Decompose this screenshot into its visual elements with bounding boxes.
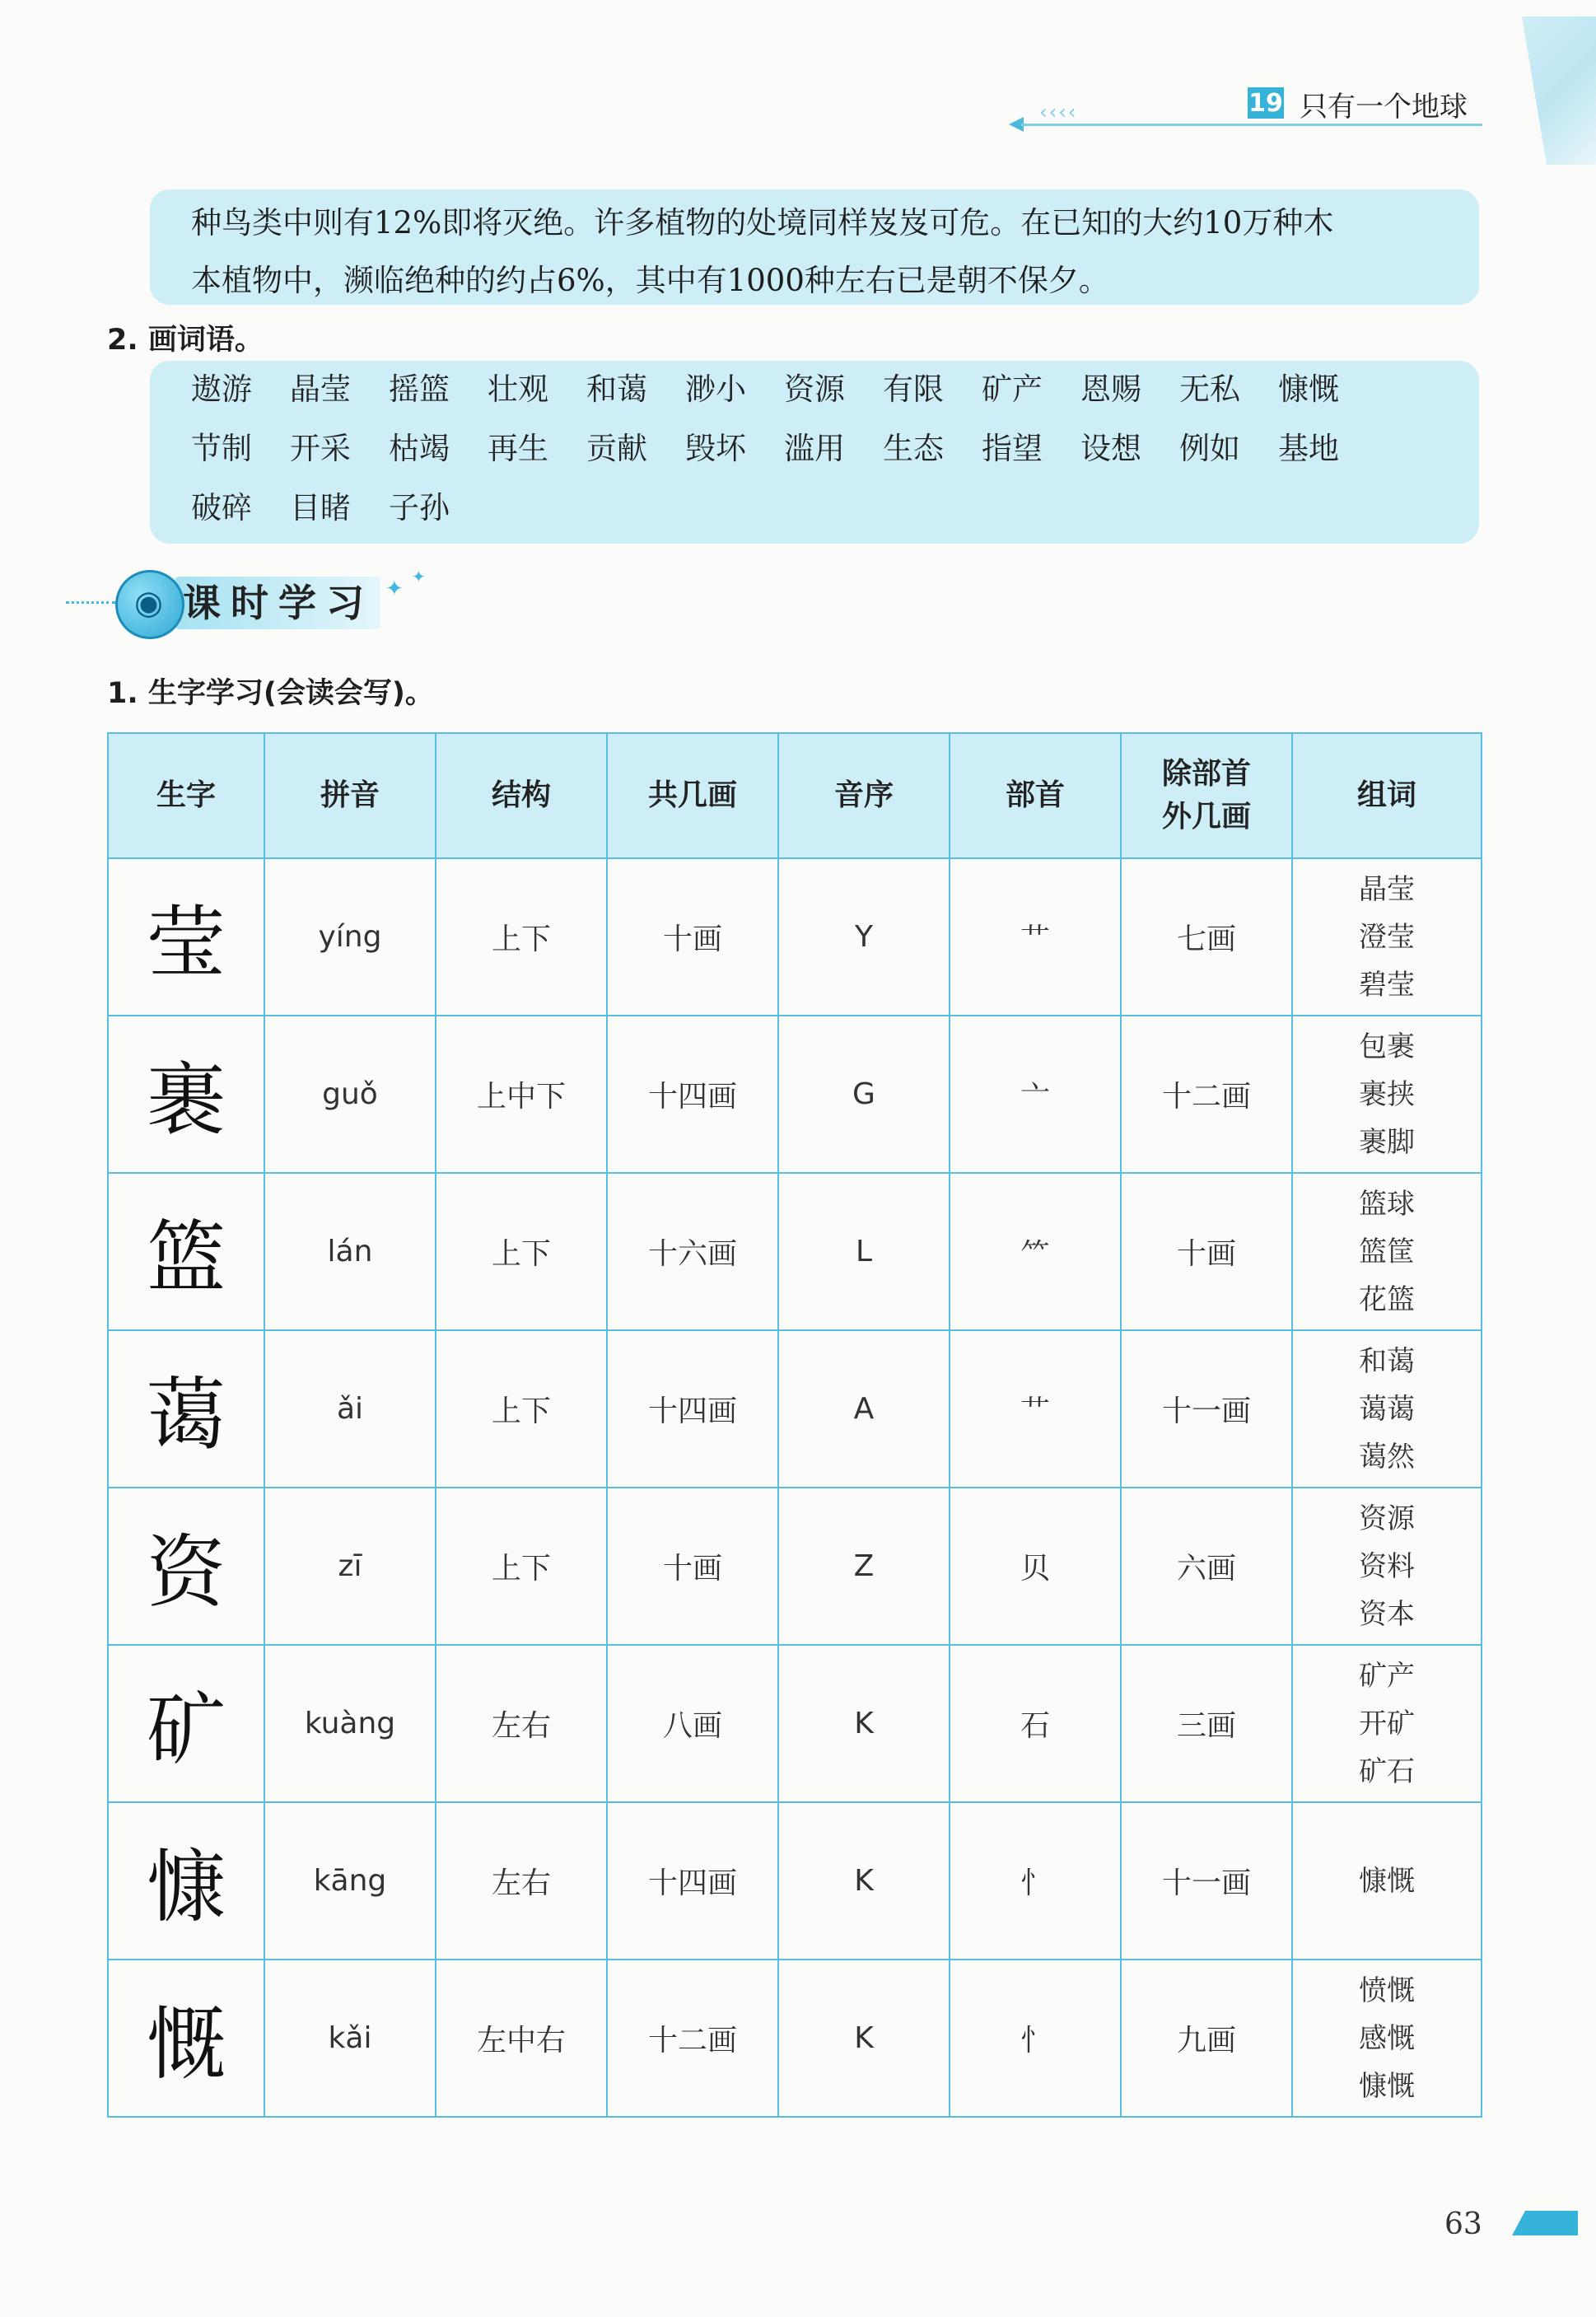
word-item: 摇篮: [389, 371, 450, 407]
pinyin-cell: kuàng: [264, 1645, 436, 1802]
table-row: [108, 1645, 1482, 1802]
section-1-label: 1. 生字学习(会读会写)。: [107, 677, 434, 710]
header-chevrons: ‹‹‹‹: [1039, 100, 1078, 124]
word-item: 破碎: [191, 490, 252, 526]
remaining-strokes-cell: 十一画: [1121, 1330, 1292, 1488]
word-group-item: 慷慨: [1359, 1864, 1415, 1898]
lesson-number-badge: 19: [1248, 88, 1283, 118]
radical-cell: 贝: [950, 1488, 1121, 1645]
word-item: 贡献: [586, 431, 647, 466]
pinyin-cell: ǎi: [264, 1330, 436, 1488]
table-row: [108, 1330, 1482, 1488]
word-item: 开采: [290, 431, 351, 466]
character-cell: 裹: [108, 1016, 264, 1173]
word-group-item: 愤慨: [1359, 1974, 1415, 2007]
stroke-count-cell: 八画: [607, 1645, 778, 1802]
character-cell: 篮: [108, 1173, 264, 1330]
remaining-strokes-cell: 十一画: [1121, 1802, 1292, 1960]
word-group-item: 晶莹: [1359, 872, 1415, 906]
structure-cell: 上中下: [436, 1016, 607, 1173]
radical-cell: 石: [950, 1645, 1121, 1802]
character-table: [107, 732, 1482, 2118]
word-item: 资源: [784, 371, 845, 407]
radical-cell: ⺮: [950, 1173, 1121, 1330]
table-header-row: [108, 733, 1482, 858]
word-group-item: 碧莹: [1359, 968, 1415, 1002]
radical-cell: 艹: [950, 858, 1121, 1016]
word-group-cell: [1292, 1488, 1482, 1645]
pinyin-index-cell: Y: [778, 858, 950, 1016]
word-group-item: 篮筐: [1359, 1235, 1415, 1268]
character-cell: 慨: [108, 1960, 264, 2117]
remaining-strokes-cell: 十二画: [1121, 1016, 1292, 1173]
remaining-strokes-cell: 十画: [1121, 1173, 1292, 1330]
word-item: 例如: [1179, 431, 1240, 466]
word-group-item: 资源: [1359, 1502, 1415, 1535]
word-group-cell: [1292, 1016, 1482, 1173]
pinyin-cell: kǎi: [264, 1960, 436, 2117]
table-row: [108, 1016, 1482, 1173]
word-item: 慷慨: [1278, 371, 1339, 407]
remaining-strokes-cell: 九画: [1121, 1960, 1292, 2117]
page-number: 63: [1444, 2207, 1482, 2241]
structure-cell: 上下: [436, 1488, 607, 1645]
word-item: 指望: [982, 431, 1043, 466]
character-cell: 蔼: [108, 1330, 264, 1488]
word-item: 无私: [1179, 371, 1240, 407]
word-item: 再生: [488, 431, 548, 466]
structure-cell: 左右: [436, 1645, 607, 1802]
word-group-cell: [1292, 1330, 1482, 1488]
word-item: 晶莹: [290, 371, 351, 407]
globe-icon: ◉: [115, 570, 184, 639]
stroke-count-cell: 十四画: [607, 1802, 778, 1960]
stroke-count-cell: 十画: [607, 858, 778, 1016]
pinyin-cell: yíng: [264, 858, 436, 1016]
word-group-item: 资本: [1359, 1597, 1415, 1631]
table-row: [108, 1173, 1482, 1330]
word-item: 子孙: [389, 490, 450, 526]
banner-title: 课时学习: [183, 581, 374, 625]
character-cell: 矿: [108, 1645, 264, 1802]
pinyin-index-cell: A: [778, 1330, 950, 1488]
banner-dots: [66, 601, 115, 605]
word-list: [191, 369, 1459, 529]
column-header: 拼音: [264, 733, 436, 858]
column-header: 结构: [436, 733, 607, 858]
column-header: 除部首 外几画: [1121, 733, 1292, 858]
stroke-count-cell: 十六画: [607, 1173, 778, 1330]
word-group-item: 花篮: [1359, 1282, 1415, 1316]
word-item: 毁坏: [685, 431, 746, 466]
word-group-item: 蔼然: [1359, 1440, 1415, 1474]
pinyin-index-cell: K: [778, 1960, 950, 2117]
word-item: 恩赐: [1080, 371, 1141, 407]
table-row: [108, 1960, 1482, 2117]
paragraph-line-2: 本植物中，濒临绝种的约占6%，其中有1000种左右已是朝不保夕。: [191, 263, 1109, 298]
structure-cell: 上下: [436, 858, 607, 1016]
radical-cell: 艹: [950, 1330, 1121, 1488]
word-item: 遨游: [191, 371, 252, 407]
remaining-strokes-cell: 七画: [1121, 858, 1292, 1016]
column-header: 生字: [108, 733, 264, 858]
structure-cell: 上下: [436, 1173, 607, 1330]
word-group-item: 慷慨: [1359, 2069, 1415, 2103]
word-group-cell: [1292, 1960, 1482, 2117]
word-item: 目睹: [290, 490, 351, 526]
structure-cell: 上下: [436, 1330, 607, 1488]
word-group-item: 篮球: [1359, 1187, 1415, 1221]
word-group-cell: [1292, 1173, 1482, 1330]
pinyin-index-cell: K: [778, 1645, 950, 1802]
structure-cell: 左中右: [436, 1960, 607, 2117]
word-item: 滥用: [784, 431, 845, 466]
radical-cell: 亠: [950, 1016, 1121, 1173]
word-group-item: 裹挟: [1359, 1077, 1415, 1111]
pinyin-cell: lán: [264, 1173, 436, 1330]
stroke-count-cell: 十四画: [607, 1330, 778, 1488]
pinyin-index-cell: K: [778, 1802, 950, 1960]
column-header: 共几画: [607, 733, 778, 858]
word-group-cell: [1292, 1802, 1482, 1960]
word-group-item: 开矿: [1359, 1707, 1415, 1740]
table-row: [108, 1488, 1482, 1645]
word-item: 设想: [1080, 431, 1141, 466]
pinyin-cell: zī: [264, 1488, 436, 1645]
word-item: 壮观: [488, 371, 548, 407]
word-item: 和蔼: [586, 371, 647, 407]
character-cell: 慷: [108, 1802, 264, 1960]
stroke-count-cell: 十二画: [607, 1960, 778, 2117]
column-header: 部首: [950, 733, 1121, 858]
stroke-count-cell: 十画: [607, 1488, 778, 1645]
radical-cell: 忄: [950, 1802, 1121, 1960]
word-group-item: 裹脚: [1359, 1125, 1415, 1159]
word-group-item: 和蔼: [1359, 1344, 1415, 1378]
remaining-strokes-cell: 三画: [1121, 1645, 1292, 1802]
character-cell: 资: [108, 1488, 264, 1645]
word-group-item: 矿产: [1359, 1659, 1415, 1693]
word-item: 有限: [883, 371, 944, 407]
word-group-cell: [1292, 1645, 1482, 1802]
paragraph-line-1: 种鸟类中则有12%即将灭绝。许多植物的处境同样岌岌可危。在已知的大约10万种木: [191, 205, 1334, 241]
pinyin-cell: kāng: [264, 1802, 436, 1960]
pinyin-index-cell: L: [778, 1173, 950, 1330]
section-2-label: 2. 画词语。: [107, 324, 264, 357]
word-item: 枯竭: [389, 431, 450, 466]
word-group-cell: [1292, 858, 1482, 1016]
corner-decoration: [1472, 16, 1596, 165]
remaining-strokes-cell: 六画: [1121, 1488, 1292, 1645]
page-tab: [1512, 2211, 1578, 2235]
word-group-item: 澄莹: [1359, 920, 1415, 954]
word-item: 生态: [883, 431, 944, 466]
word-group-item: 矿石: [1359, 1754, 1415, 1788]
word-group-item: 包裹: [1359, 1030, 1415, 1063]
pinyin-index-cell: G: [778, 1016, 950, 1173]
word-group-item: 资料: [1359, 1549, 1415, 1583]
star-icon: ✦: [385, 577, 404, 601]
column-header: 组词: [1292, 733, 1482, 858]
character-cell: 莹: [108, 858, 264, 1016]
word-item: 节制: [191, 431, 252, 466]
word-item: 渺小: [685, 371, 746, 407]
pinyin-cell: guǒ: [264, 1016, 436, 1173]
radical-cell: 忄: [950, 1960, 1121, 2117]
column-header: 音序: [778, 733, 950, 858]
stroke-count-cell: 十四画: [607, 1016, 778, 1173]
pinyin-index-cell: Z: [778, 1488, 950, 1645]
table-row: [108, 1802, 1482, 1960]
word-group-item: 蔼蔼: [1359, 1392, 1415, 1426]
word-item: 基地: [1278, 431, 1339, 466]
word-item: 矿产: [982, 371, 1043, 407]
structure-cell: 左右: [436, 1802, 607, 1960]
word-group-item: 感慨: [1359, 2021, 1415, 2055]
lesson-title: 只有一个地球: [1300, 91, 1468, 124]
star-icon: ✦: [412, 567, 426, 586]
table-row: [108, 858, 1482, 1016]
